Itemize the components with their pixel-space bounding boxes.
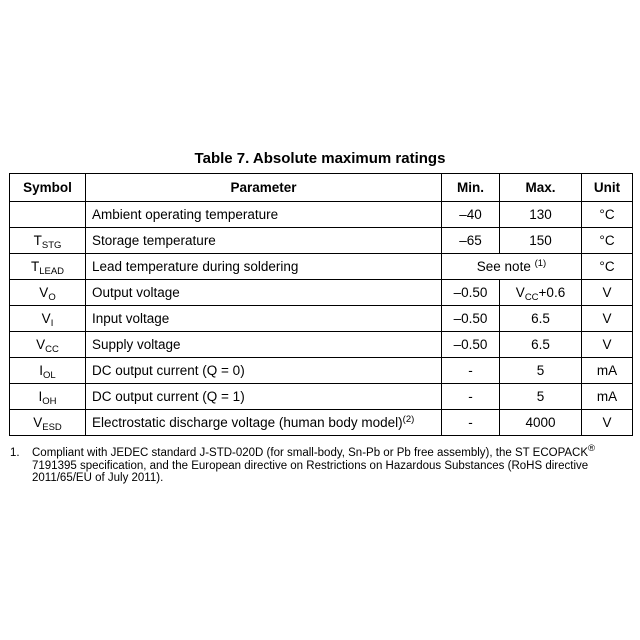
cell-unit: V (582, 410, 633, 436)
cell-parameter: Ambient operating temperature (86, 202, 442, 228)
table-header-row (10, 174, 633, 202)
cell-min: –65 (442, 228, 500, 254)
table-row (10, 254, 633, 280)
footnote-number: 1. (10, 447, 20, 459)
table-row (10, 202, 633, 228)
cell-parameter: Storage temperature (86, 228, 442, 254)
cell-min: –0.50 (442, 280, 500, 306)
cell-max: $V_{CC}+0.6$ (500, 280, 582, 306)
footnote-text: Compliant with JEDEC standard J-STD-020D (for small-body, Sn-Pb or Pb free assembly), the ST ECOPACK® 7191395 specification, and the European directive on Restrictions on Hazardous Substances (RoHS directive 2011/65/EU of July 2011). (32, 443, 596, 484)
table-row (10, 332, 633, 358)
cell-max: 150 (500, 228, 582, 254)
header-max: Max. (500, 174, 582, 202)
header-parameter: Parameter (86, 174, 442, 202)
table-row (10, 228, 633, 254)
cell-symbol: $V_I$ (10, 306, 86, 332)
cell-symbol: $V_O$ (10, 280, 86, 306)
cell-unit: V (582, 280, 633, 306)
cell-symbol: $T_{LEAD}$ (10, 254, 86, 280)
cell-symbol: $V_{ESD}$ (10, 410, 86, 436)
table-row (10, 384, 633, 410)
cell-min-max-note: See note $^{(1)}$ (442, 254, 582, 280)
cell-unit: V (582, 306, 633, 332)
cell-parameter: Supply voltage (86, 332, 442, 358)
cell-parameter: Electrostatic discharge voltage (human body model)$^{(2)}$ (86, 410, 442, 436)
cell-max: 5 (500, 358, 582, 384)
cell-parameter: DC output current (Q = 0) (86, 358, 442, 384)
cell-parameter: Output voltage (86, 280, 442, 306)
cell-symbol: $I_{OH}$ (10, 384, 86, 410)
table-row (10, 280, 633, 306)
cell-min: –40 (442, 202, 500, 228)
cell-min: –0.50 (442, 306, 500, 332)
cell-max: 6.5 (500, 306, 582, 332)
header-symbol: Symbol (10, 174, 86, 202)
cell-max: 6.5 (500, 332, 582, 358)
footnote (10, 443, 632, 485)
cell-unit: mA (582, 358, 633, 384)
cell-unit: °C (582, 202, 633, 228)
cell-symbol: $I_{OL}$ (10, 358, 86, 384)
table-row (10, 306, 633, 332)
cell-unit: V (582, 332, 633, 358)
table-title: Table 7. Absolute maximum ratings (194, 150, 446, 167)
cell-symbol: $T_{STG}$ (10, 228, 86, 254)
cell-symbol (10, 202, 86, 228)
cell-max: 5 (500, 384, 582, 410)
cell-min: –0.50 (442, 332, 500, 358)
cell-min: - (442, 384, 500, 410)
cell-unit: °C (582, 228, 633, 254)
table-row (10, 410, 633, 436)
header-min: Min. (442, 174, 500, 202)
cell-max: 4000 (500, 410, 582, 436)
cell-min: - (442, 358, 500, 384)
table-row (10, 358, 633, 384)
cell-max: 130 (500, 202, 582, 228)
cell-symbol: $V_{CC}$ (10, 332, 86, 358)
cell-min: - (442, 410, 500, 436)
ratings-table (9, 173, 633, 436)
cell-unit: mA (582, 384, 633, 410)
cell-parameter: DC output current (Q = 1) (86, 384, 442, 410)
cell-parameter: Lead temperature during soldering (86, 254, 442, 280)
cell-parameter: Input voltage (86, 306, 442, 332)
header-unit: Unit (582, 174, 633, 202)
cell-unit: °C (582, 254, 633, 280)
